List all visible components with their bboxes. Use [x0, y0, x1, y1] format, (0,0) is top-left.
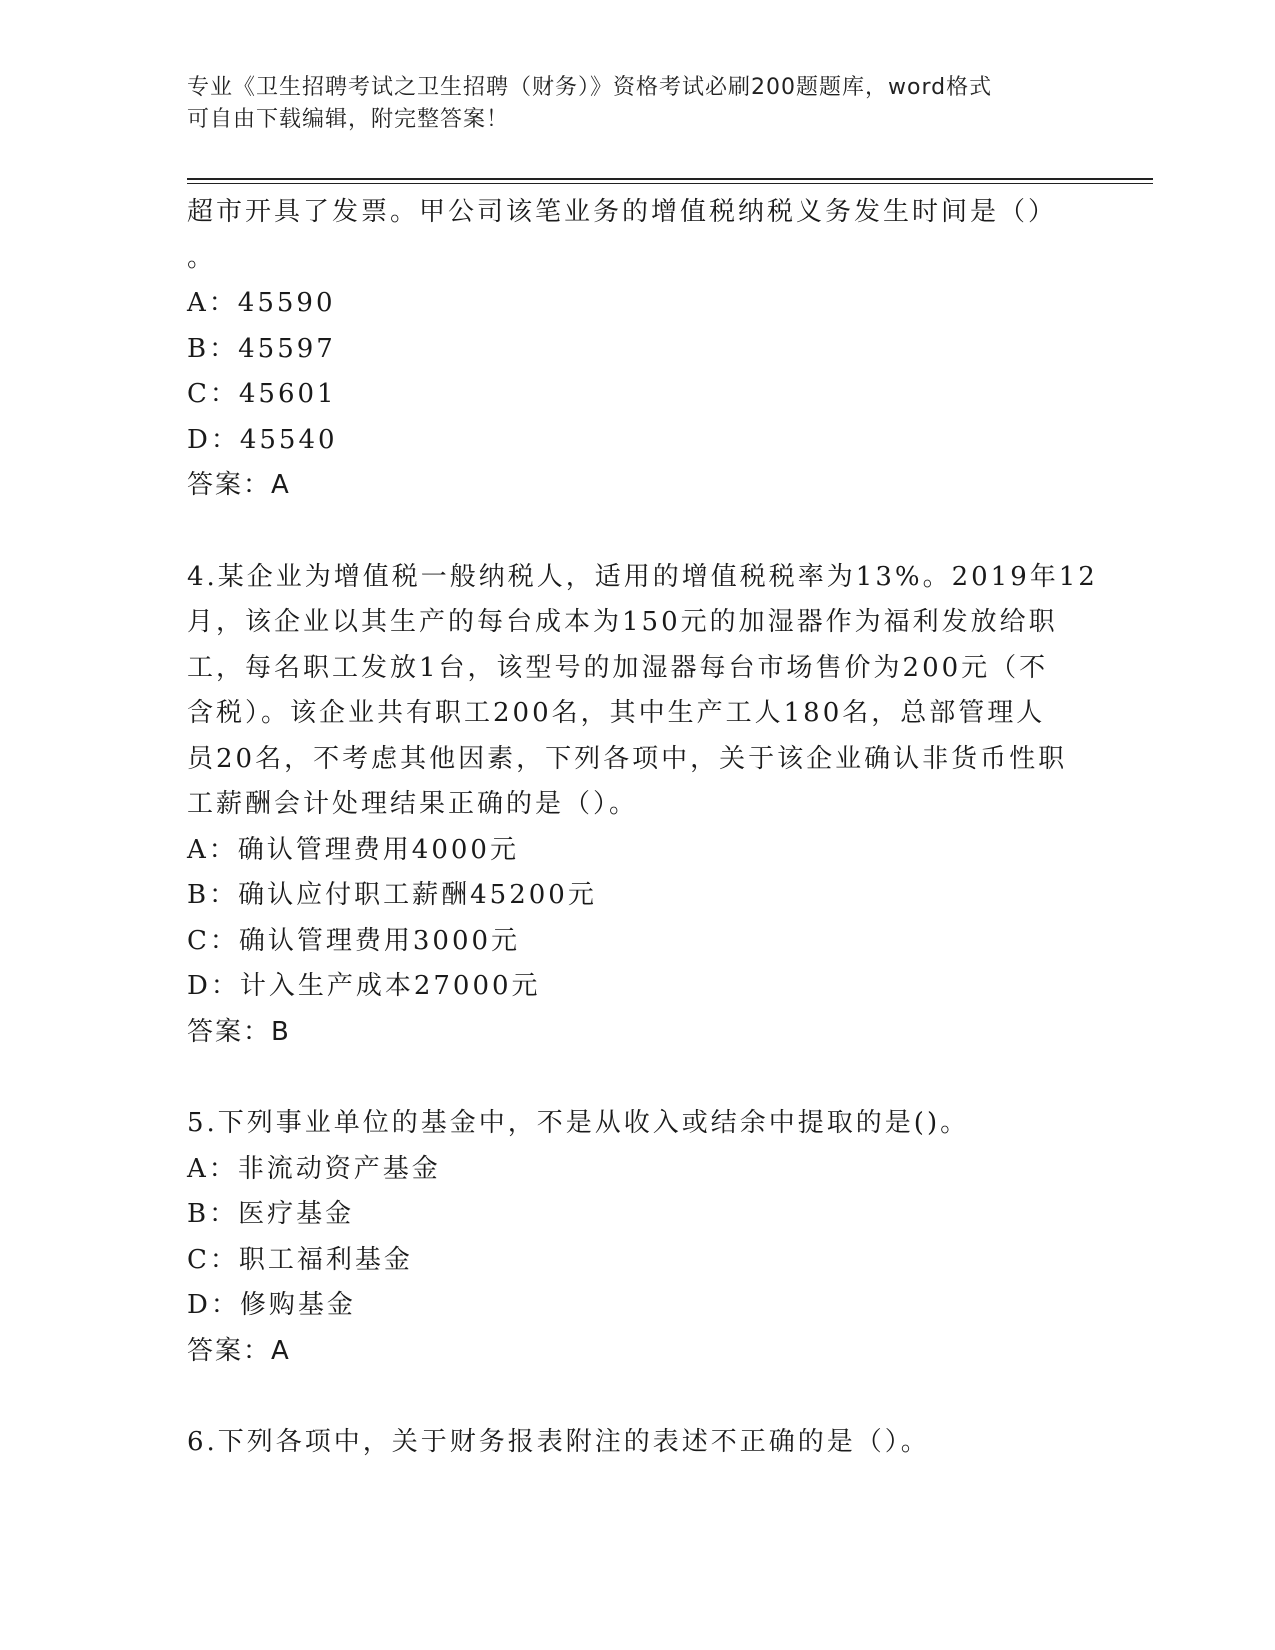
- option-c: C：45601: [187, 379, 337, 409]
- option-a: A：非流动资产基金: [187, 1153, 441, 1184]
- spacer: [187, 509, 1067, 555]
- page-header: [187, 72, 1067, 136]
- question-text: 6.下列各项中，关于财务报表附注的表述不正确的是（）。: [187, 1427, 930, 1457]
- question-text: 。: [187, 242, 217, 273]
- question-3: [187, 190, 1067, 509]
- option-d: D：修购基金: [187, 1290, 356, 1320]
- option-d: D：45540: [187, 424, 338, 455]
- question-text: 员20名，不考虑其他因素，下列各项中，关于该企业确认非货币性职: [187, 743, 1068, 774]
- header-title-line1: 专业《卫生招聘考试之卫生招聘（财务）》资格考试必刷200题题库，word格式: [187, 75, 993, 100]
- question-text: 5.下列事业单位的基金中，不是从收入或结余中提取的是()。: [187, 1108, 970, 1138]
- option-b: B：45597: [187, 333, 336, 364]
- question-6: [187, 1420, 1067, 1466]
- question-text: 工薪酬会计处理结果正确的是（）。: [187, 789, 639, 819]
- header-rule-thin: [187, 183, 1153, 184]
- spacer: [187, 1055, 1067, 1101]
- option-a: A：确认管理费用4000元: [187, 834, 519, 865]
- answer: 答案：A: [187, 1335, 291, 1366]
- question-text: 月，该企业以其生产的每台成本为150元的加湿器作为福利发放给职: [187, 607, 1058, 637]
- option-b: B：确认应付职工薪酬45200元: [187, 880, 597, 910]
- header-title-line2: 可自由下载编辑，附完整答案！: [187, 107, 510, 132]
- option-a: A：45590: [187, 288, 336, 318]
- spacer: [187, 1374, 1067, 1420]
- header-rule-thick: [187, 178, 1153, 180]
- option-c: C：职工福利基金: [187, 1244, 413, 1275]
- question-4: [187, 555, 1098, 1056]
- option-b: B：医疗基金: [187, 1199, 355, 1229]
- question-text: 含税）。该企业共有职工200名，其中生产工人180名，总部管理人: [187, 698, 1046, 728]
- question-text: 超市开具了发票。甲公司该笔业务的增值税纳税义务发生时间是（）: [187, 197, 1058, 227]
- document-body: [187, 190, 1098, 1466]
- option-c: C：确认管理费用3000元: [187, 925, 521, 956]
- answer: 答案：B: [187, 1016, 291, 1047]
- question-5: [187, 1101, 1067, 1374]
- question-text: 4.某企业为增值税一般纳税人，适用的增值税税率为13%。2019年12: [187, 561, 1098, 592]
- answer: 答案：A: [187, 470, 291, 500]
- option-d: D：计入生产成本27000元: [187, 971, 541, 1001]
- question-text: 工，每名职工发放1台，该型号的加湿器每台市场售价为200元（不: [187, 652, 1049, 683]
